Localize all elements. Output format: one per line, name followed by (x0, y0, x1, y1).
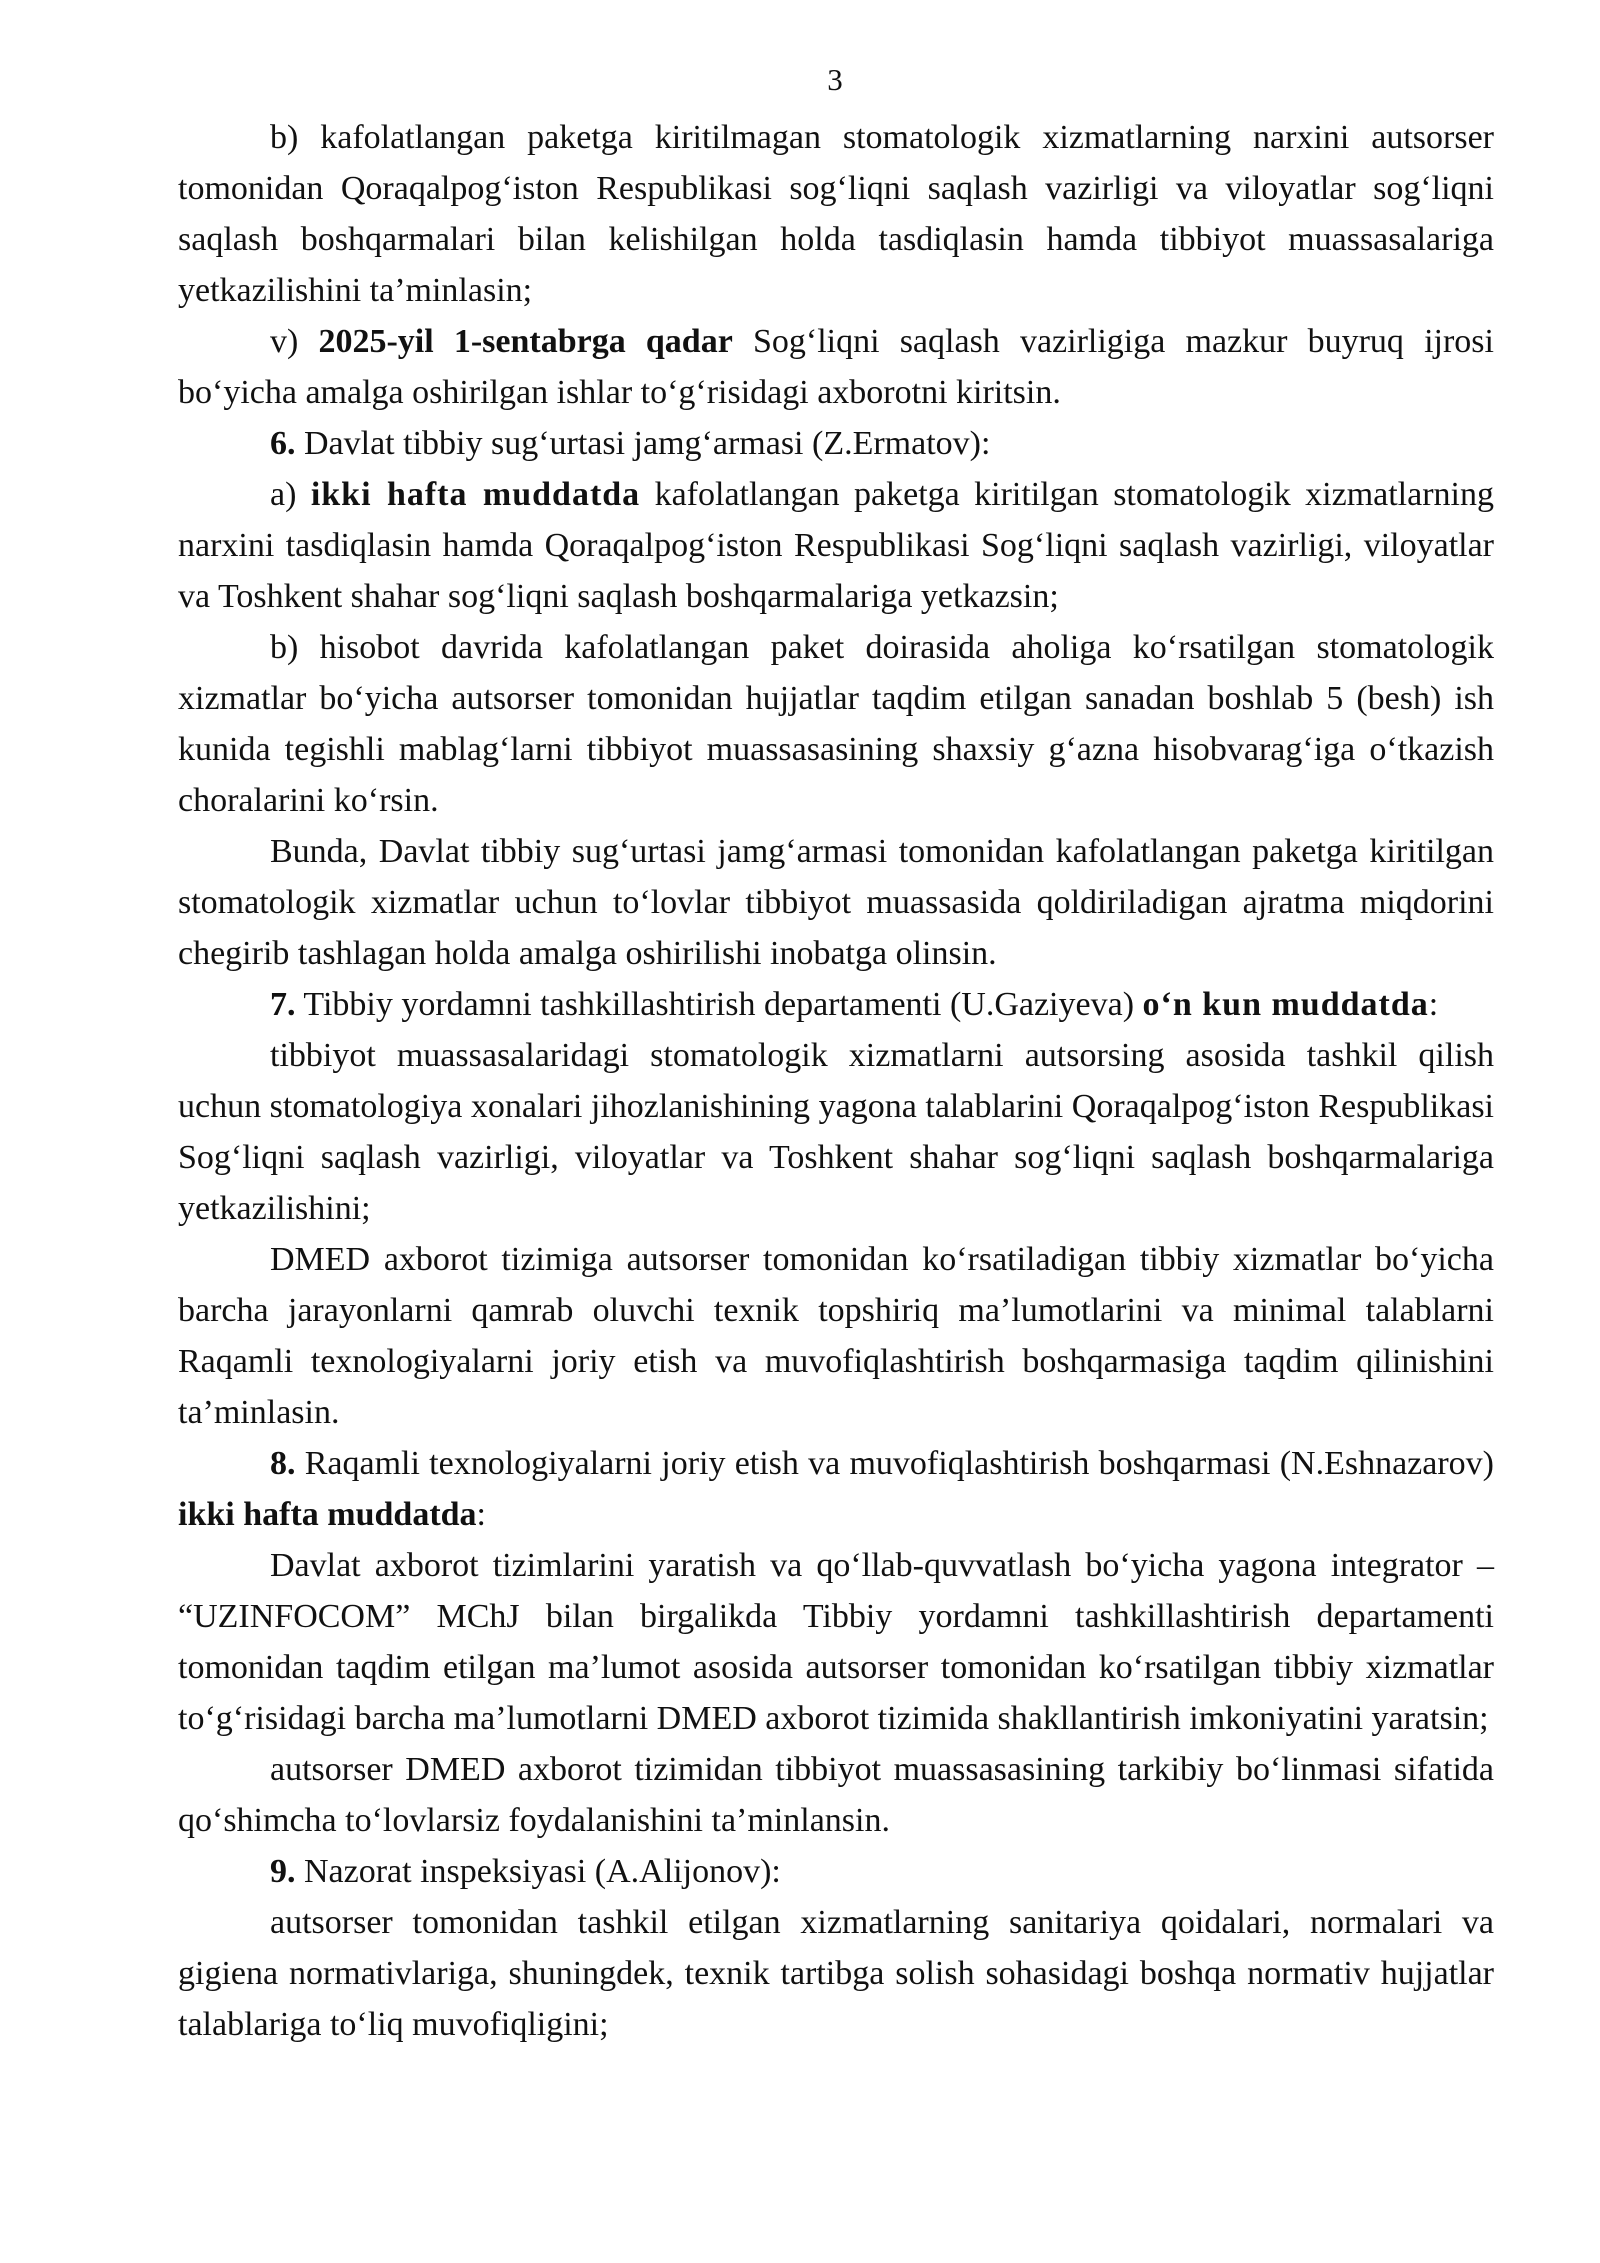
section-8-heading (178, 1438, 1494, 1540)
section-number: 8. (270, 1445, 296, 1482)
punctuation: : (476, 1496, 486, 1533)
punctuation: : (1428, 986, 1439, 1023)
paragraph-6a (178, 469, 1494, 622)
section-number: 6. (270, 425, 296, 462)
section-6-heading (178, 418, 1494, 469)
section-title: Nazorat inspeksiyasi (A.Alijonov): (295, 1853, 781, 1890)
paragraph-text: kafolatlangan paketga kiritilgan stomatologik xizmatlarning narxini tasdiqlasin hamda Qoraqalpog‘iston Respublikasi Sog‘liqni saqlash vazirligi, viloyatlar va Toshkent shahar sog‘liqni saqlash boshqarmalariga yetkazsin; (178, 476, 1494, 615)
deadline-text: o‘n kun muddatda (1142, 986, 1429, 1023)
paragraph-note: Bunda, Davlat tibbiy sug‘urtasi jamg‘armasi tomonidan kafolatlangan paketga kiritilgan stomatologik xizmatlar uchun to‘lovlar tibbiyot muassasida qoldiriladigan ajratma miqdorini chegirib tashlagan holda amalga oshirilishi inobatga olinsin. (178, 833, 1494, 972)
paragraph-5b-prices: b) kafolatlangan paketga kiritilmagan stomatologik xizmatlarning narxini autsorser tomonidan Qoraqalpog‘iston Respublikasi sog‘liqni saqlash vazirligi va viloyatlar sog‘liqni saqlash boshqarmalari bilan kelishilgan holda tasdiqlasin hamda tibbiyot muassasalariga yetkazilishini ta’minlasin; (178, 119, 1494, 309)
section-title: Raqamli texnologiyalarni joriy etish va muvofiqlashtirish boshqarmasi (N.Eshnazarov) (295, 1445, 1494, 1482)
paragraph-text: Sog‘liqni saqlash vazirligiga mazkur buyruq ijrosi bo‘yicha amalga oshirilgan ishlar to‘g‘risidagi axborotni kiritsin. (178, 323, 1494, 411)
paragraph-9-compliance: autsorser tomonidan tashkil etilgan xizmatlarning sanitariya qoidalari, normalari va gigiena normativlariga, shuningdek, texnik tartibga solish sohasidagi boshqa normativ hujjatlar talablariga to‘liq muvofiqligini; (178, 1904, 1494, 2043)
document-body (178, 112, 1494, 2050)
section-number: 7. (270, 986, 296, 1023)
deadline-text: ikki hafta muddatda (178, 1496, 477, 1533)
section-9-heading (178, 1846, 1494, 1897)
paragraph-6b: b) hisobot davrida kafolatlangan paket doirasida aholiga ko‘rsatilgan stomatologik xizmatlar bo‘yicha autsorser tomonidan hujjatlar taqdim etilgan sanadan boshlab 5 (besh) ish kunida tegishli mablag‘larni tibbiyot muassasasining shaxsiy g‘azna hisobvarag‘iga o‘tkazish choralarini ko‘rsin. (178, 629, 1494, 819)
paragraph-8-integrator: Davlat axborot tizimlarini yaratish va qo‘llab-quvvatlash bo‘yicha yagona integrator – “UZINFOCOM” MChJ bilan birgalikda Tibbiy yordamni tashkillashtirish departamenti tomonidan taqdim etilgan ma’lumot asosida autsorser tomonidan ko‘rsatilgan tibbiy xizmatlar to‘g‘risidagi barcha ma’lumotlarni DMED axborot tizimida shakllantirish imkoniyatini yaratsin; (178, 1547, 1494, 1737)
section-number: 9. (270, 1853, 296, 1890)
section-title: Tibbiy yordamni tashkillashtirish departamenti (U.Gaziyeva) (295, 986, 1143, 1023)
item-marker: a) (270, 476, 311, 513)
paragraph-7-dmed: DMED axborot tizimiga autsorser tomonidan ko‘rsatiladigan tibbiy xizmatlar bo‘yicha barcha jarayonlarni qamrab oluvchi texnik topshiriq ma’lumotlarini va minimal talablarni Raqamli texnologiyalarni joriy etish va muvofiqlashtirish boshqarmasiga taqdim qilinishini ta’minlasin. (178, 1241, 1494, 1431)
deadline-text: 2025-yil 1-sentabrga qadar (318, 323, 733, 360)
paragraph-7-requirements: tibbiyot muassasalaridagi stomatologik xizmatlarni autsorsing asosida tashkil qilish uchun stomatologiya xonalari jihozlanishining yagona talablarini Qoraqalpog‘iston Respublikasi Sog‘liqni saqlash vazirligi, viloyatlar va Toshkent shahar sog‘liqni saqlash boshqarmalariga yetkazilishini; (178, 1037, 1494, 1227)
paragraph-5v-report (178, 316, 1494, 418)
page-number: 3 (827, 62, 843, 97)
section-7-heading (178, 979, 1494, 1030)
section-title: Davlat tibbiy sug‘urtasi jamg‘armasi (Z.Ermatov): (295, 425, 991, 462)
item-marker: v) (270, 323, 319, 360)
deadline-text: ikki hafta muddatda (310, 476, 641, 513)
paragraph-8-usage: autsorser DMED axborot tizimidan tibbiyot muassasasining tarkibiy bo‘linmasi sifatida qo‘shimcha to‘lovlarsiz foydalanishini ta’minlansin. (178, 1751, 1494, 1839)
